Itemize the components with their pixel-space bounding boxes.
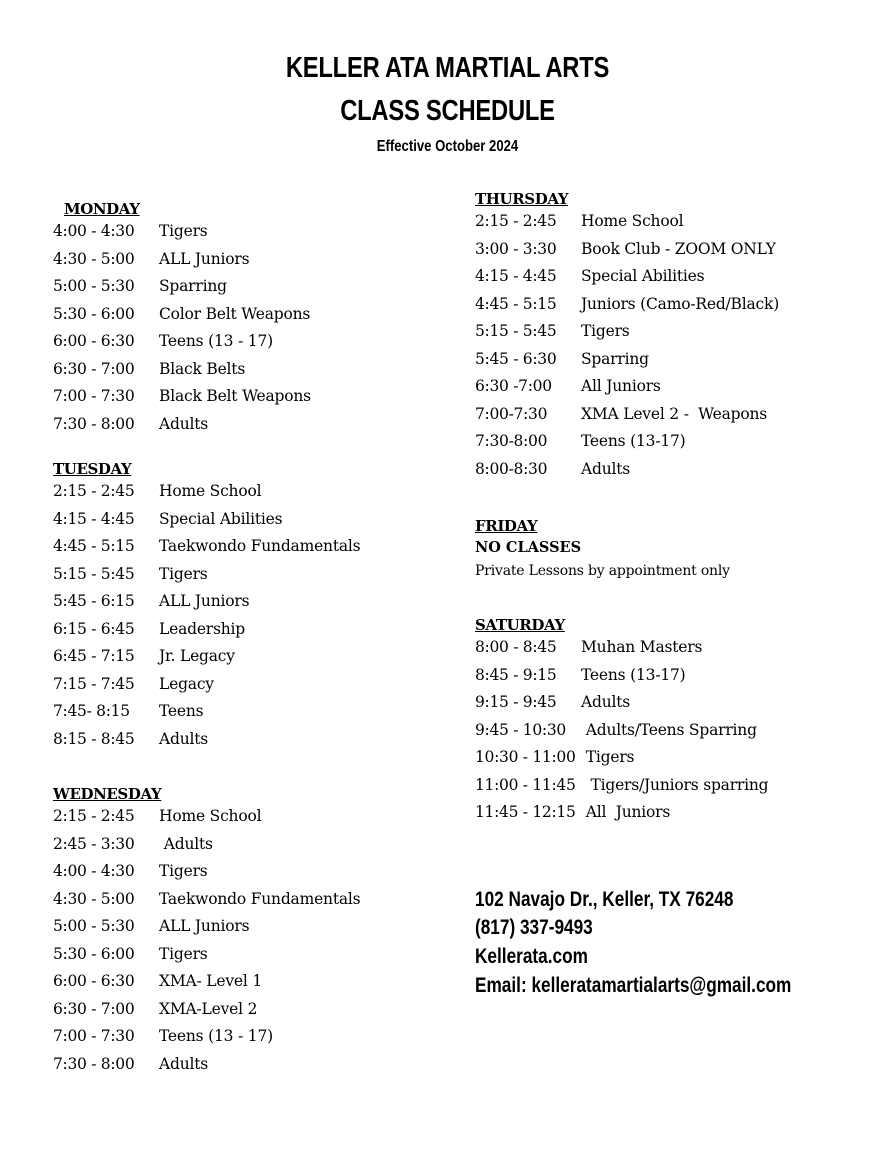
class-time: 6:00 - 6:30 <box>53 332 135 350</box>
contact-phone: (817) 337-9493 <box>475 916 593 939</box>
schedule-row <box>53 917 250 945</box>
schedule-row <box>53 332 273 360</box>
class-time: 7:00-7:30 <box>475 404 548 423</box>
thursday-section <box>475 190 780 487</box>
class-name: Teens (13 - 17) <box>159 332 273 350</box>
day-heading-saturday: SATURDAY <box>475 616 565 634</box>
schedule-row <box>53 482 262 510</box>
class-time: 4:15 - 4:45 <box>53 509 135 528</box>
class-name: ALL Juniors <box>159 592 250 610</box>
schedule-row <box>475 720 757 749</box>
class-time: 6:30 - 7:00 <box>53 999 135 1018</box>
class-time: 8:15 - 8:45 <box>53 729 135 748</box>
class-name: Tigers <box>581 322 630 340</box>
friday-note: Private Lessons by appointment only <box>475 563 730 579</box>
class-time: 8:45 - 9:15 <box>475 665 557 684</box>
class-name: Tigers/Juniors sparring <box>581 775 769 794</box>
class-time: 4:00 - 4:30 <box>53 862 135 880</box>
class-name: Special Abilities <box>159 509 283 528</box>
schedule-row <box>53 509 283 538</box>
class-time: 7:00 - 7:30 <box>53 387 135 405</box>
tuesday-list <box>53 482 361 757</box>
class-name: Muhan Masters <box>581 638 703 656</box>
schedule-row <box>53 999 258 1028</box>
class-name: Color Belt Weapons <box>159 304 311 323</box>
class-name: Sparring <box>159 277 227 295</box>
class-name: Home School <box>159 807 262 825</box>
class-name: Adults <box>159 729 209 748</box>
class-name: Tigers <box>159 564 208 583</box>
schedule-title: CLASS SCHEDULE <box>340 95 555 127</box>
friday-section <box>475 517 730 579</box>
schedule-row <box>53 592 250 620</box>
schedule-row <box>475 239 776 268</box>
class-name: Legacy <box>159 674 214 693</box>
schedule-row <box>53 1054 209 1083</box>
schedule-row <box>53 729 209 758</box>
class-time: 4:30 - 5:00 <box>53 889 135 908</box>
schedule-row <box>53 807 262 835</box>
wednesday-section <box>53 785 361 1082</box>
class-name: XMA- Level 1 <box>159 972 263 990</box>
schedule-row <box>475 294 780 323</box>
day-heading-thursday: THURSDAY <box>475 190 569 208</box>
schedule-row <box>475 432 686 460</box>
class-time: 6:45 - 7:15 <box>53 647 135 665</box>
schedule-row <box>475 638 703 666</box>
class-time: 5:45 - 6:15 <box>53 592 135 610</box>
class-time: 7:15 - 7:45 <box>53 674 135 693</box>
schedule-row <box>475 693 631 721</box>
class-time: 4:00 - 4:30 <box>53 222 135 240</box>
class-time: 5:30 - 6:00 <box>53 944 135 963</box>
effective-date: Effective October 2024 <box>376 138 519 155</box>
class-name: Teens (13-17) <box>581 432 686 450</box>
monday-list <box>53 222 311 442</box>
class-name: Adults <box>581 693 631 711</box>
class-time: 9:15 - 9:45 <box>475 693 557 711</box>
class-time: 5:30 - 6:00 <box>53 304 135 323</box>
schedule-row <box>475 212 684 240</box>
schedule-row <box>475 404 768 433</box>
saturday-list <box>475 638 769 831</box>
tuesday-section <box>53 460 361 757</box>
class-time: 2:15 - 2:45 <box>53 807 135 825</box>
day-heading-monday: MONDAY <box>64 200 140 218</box>
class-time: 7:00 - 7:30 <box>53 1027 135 1045</box>
class-name: Leadership <box>159 619 246 638</box>
class-time: 10:30 - 11:00 <box>475 748 576 766</box>
class-time: 8:00-8:30 <box>475 459 548 478</box>
class-name: Special Abilities <box>581 267 705 285</box>
schedule-row <box>53 889 361 918</box>
class-name: XMA Level 2 - Weapons <box>581 404 768 423</box>
schedule-row <box>53 972 263 1000</box>
schedule-row <box>53 619 246 648</box>
schedule-row <box>53 537 361 565</box>
class-name: Adults <box>159 414 209 433</box>
class-name: Tigers <box>159 862 208 880</box>
schedule-row <box>53 834 213 863</box>
class-time: 6:15 - 6:45 <box>53 619 135 638</box>
class-name: Adults <box>581 459 631 478</box>
class-name: Tigers <box>159 222 208 240</box>
class-name: Black Belt Weapons <box>159 387 311 405</box>
schedule-row <box>53 647 235 675</box>
class-name: Tigers <box>159 944 208 963</box>
class-time: 6:30 - 7:00 <box>53 359 135 378</box>
monday-section <box>53 200 311 442</box>
class-name: Taekwondo Fundamentals <box>159 537 361 555</box>
schedule-row <box>475 665 686 694</box>
schedule-row <box>475 322 630 350</box>
schedule-row <box>53 674 214 703</box>
schedule-row <box>53 944 208 973</box>
class-name: Home School <box>159 482 262 500</box>
schedule-row <box>53 387 311 415</box>
class-time: 4:15 - 4:45 <box>475 267 557 285</box>
class-time: 2:45 - 3:30 <box>53 834 135 853</box>
class-name: Tigers <box>581 748 635 766</box>
schedule-row <box>53 359 246 388</box>
class-time: 6:30 -7:00 <box>475 377 552 395</box>
class-name: Jr. Legacy <box>159 647 235 665</box>
schedule-row <box>53 249 250 278</box>
day-heading-tuesday: TUESDAY <box>53 460 132 478</box>
contact-email[interactable]: Email: kellerata​martialarts@gmail.com <box>475 974 792 997</box>
class-time: 5:00 - 5:30 <box>53 277 135 295</box>
class-name: Adults <box>159 834 213 853</box>
schedule-row <box>53 414 209 443</box>
class-name: Teens <box>159 702 204 720</box>
class-time: 7:30 - 8:00 <box>53 1054 135 1073</box>
day-heading-friday: FRIDAY <box>475 517 538 535</box>
class-time: 9:45 - 10:30 <box>475 720 566 739</box>
class-time: 4:45 - 5:15 <box>53 537 135 555</box>
class-name: Home School <box>581 212 684 230</box>
schedule-row <box>53 1027 273 1055</box>
class-time: 5:00 - 5:30 <box>53 917 135 935</box>
class-time: 2:15 - 2:45 <box>53 482 135 500</box>
class-name: Adults <box>159 1054 209 1073</box>
class-time: 3:00 - 3:30 <box>475 239 557 258</box>
schedule-row <box>53 304 311 333</box>
class-time: 7:30-8:00 <box>475 432 548 450</box>
schedule-row <box>475 775 769 804</box>
class-time: 11:45 - 12:15 <box>475 803 576 821</box>
class-name: All Juniors <box>581 377 661 395</box>
schedule-row <box>475 349 649 378</box>
class-time: 5:15 - 5:45 <box>475 322 557 340</box>
class-time: 6:00 - 6:30 <box>53 972 135 990</box>
class-name: Teens (13-17) <box>581 665 686 684</box>
contact-website[interactable]: Kellerata.com <box>475 945 588 968</box>
schedule-row <box>475 748 635 776</box>
class-name: Juniors (Camo-Red/Black) <box>581 294 780 313</box>
class-name: Teens (13 - 17) <box>159 1027 273 1045</box>
class-time: 4:45 - 5:15 <box>475 294 557 313</box>
class-time: 8:00 - 8:45 <box>475 638 557 656</box>
schedule-row <box>53 862 208 890</box>
schedule-row <box>475 377 661 405</box>
saturday-section <box>475 616 769 831</box>
class-name: ALL Juniors <box>159 917 250 935</box>
schedule-row <box>53 564 208 593</box>
class-name: Sparring <box>581 349 649 368</box>
schedule-row <box>53 222 208 250</box>
schedule-row <box>53 702 204 730</box>
friday-no-classes: NO CLASSES <box>475 539 582 556</box>
class-name: XMA-Level 2 <box>159 999 258 1018</box>
class-name: ALL Juniors <box>159 249 250 268</box>
wednesday-list <box>53 807 361 1082</box>
class-time: 2:15 - 2:45 <box>475 212 557 230</box>
schedule-row <box>53 277 227 305</box>
class-name: Adults/Teens Sparring <box>581 720 757 739</box>
class-time: 5:45 - 6:30 <box>475 349 557 368</box>
class-name: All Juniors <box>581 803 671 821</box>
contact-address: 102 Navajo Dr., Keller, TX 76248 <box>475 888 734 911</box>
schedule-row <box>475 803 671 831</box>
class-time: 5:15 - 5:45 <box>53 564 135 583</box>
schedule-row <box>475 267 705 295</box>
class-time: 7:45- 8:15 <box>53 702 130 720</box>
class-name: Taekwondo Fundamentals <box>159 889 361 908</box>
schedule-row <box>475 459 631 488</box>
school-name: KELLER ATA MARTIAL ARTS <box>285 52 610 84</box>
class-time: 7:30 - 8:00 <box>53 414 135 433</box>
class-time: 4:30 - 5:00 <box>53 249 135 268</box>
thursday-list <box>475 212 780 487</box>
day-heading-wednesday: WEDNESDAY <box>53 785 162 803</box>
class-name: Book Club - ZOOM ONLY <box>581 239 776 258</box>
class-time: 11:00 - 11:45 <box>475 775 576 794</box>
class-name: Black Belts <box>159 359 246 378</box>
